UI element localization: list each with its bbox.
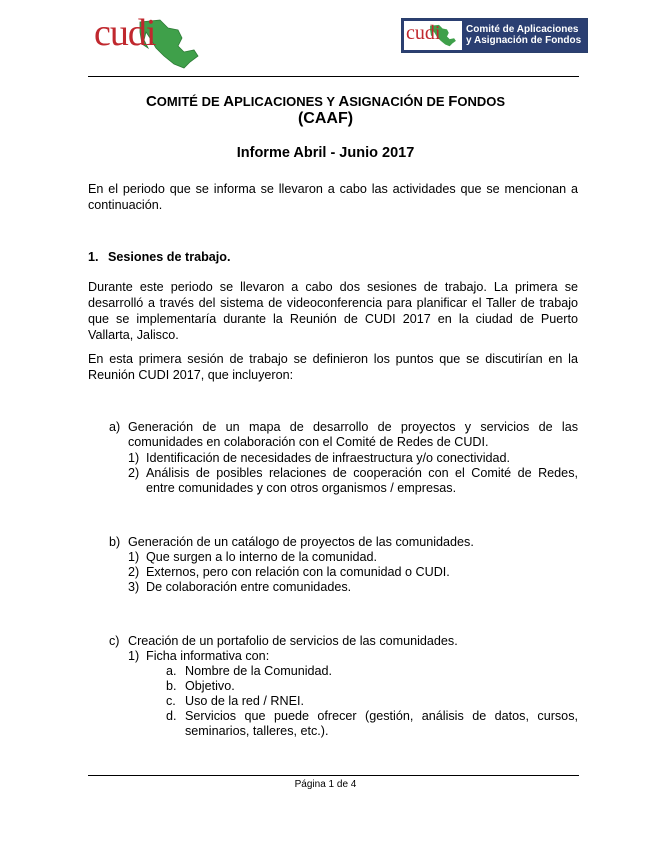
subsub-label: d. xyxy=(166,709,177,723)
intro-paragraph: En el periodo que se informa se llevaron a cabo las actividades que se mencionan a continuación. xyxy=(88,182,578,212)
subsub-label: a. xyxy=(166,664,177,678)
document-title: COMITÉ DE APLICACIONES Y ASIGNACIÓN DE FONDOS xyxy=(145,93,506,110)
subsub-item: Objetivo. xyxy=(185,679,235,693)
sublist-label: 3) xyxy=(128,580,140,594)
section-paragraph-1: Durante este periodo se llevaron a cabo dos sesiones de trabajo. La primera se desarrolló a través del sistema de videoconferencia para planificar el Taller de trabajo que se implementaría durante la Reunión de CUDI 2017 en la ciudad de Puerto Vallarta, Jalisco. xyxy=(88,280,578,342)
page-number: Página 1 de 4 xyxy=(294,779,357,790)
list-label-b: b) xyxy=(109,535,121,549)
document-acronym: (CAAF) xyxy=(297,110,354,127)
caaf-banner-logo xyxy=(401,18,588,53)
banner-line-1: Comité de Aplicaciones xyxy=(466,24,579,35)
sublist-label: 2) xyxy=(128,565,140,579)
sublist-item: Que surgen a lo interno de la comunidad. xyxy=(146,550,378,564)
list-item-a: Generación de un mapa de desarrollo de proyectos y servicios de las comunidades en colaboración con el Comité de Redes de CUDI. xyxy=(128,420,578,449)
banner-text xyxy=(466,24,581,46)
report-period-title: Informe Abril - Junio 2017 xyxy=(236,145,415,161)
header-rule xyxy=(88,76,579,77)
subsub-item: Servicios que puede ofrecer (gestión, análisis de datos, cursos, seminarios, talleres, etc.). xyxy=(185,709,578,738)
subsub-label: c. xyxy=(166,694,176,708)
section-heading: 1. Sesiones de trabajo. xyxy=(88,250,231,264)
cudi-logo xyxy=(92,8,204,72)
sublist-label: 2) xyxy=(128,466,140,480)
sublist-item: Ficha informativa con: xyxy=(146,649,270,663)
list-item-c: Creación de un portafolio de servicios de las comunidades. xyxy=(128,634,458,648)
sublist-item: Externos, pero con relación con la comunidad o CUDI. xyxy=(146,565,450,579)
sublist-label: 1) xyxy=(128,550,140,564)
footer-rule xyxy=(88,775,579,776)
subsub-label: b. xyxy=(166,679,177,693)
subsub-item: Nombre de la Comunidad. xyxy=(185,664,333,678)
cudi-mini-logo-text: cudi xyxy=(406,22,441,44)
cudi-mini-logo xyxy=(404,21,462,50)
list-label-a: a) xyxy=(109,420,121,434)
sublist-label: 1) xyxy=(128,649,140,663)
sublist-item: Identificación de necesidades de infraestructura y/o conectividad. xyxy=(146,451,511,465)
subsub-item: Uso de la red / RNEI. xyxy=(185,694,304,708)
cudi-logo-text: cudi xyxy=(94,12,156,54)
section-paragraph-2: En esta primera sesión de trabajo se definieron los puntos que se discutirían en la Reunión CUDI 2017, que incluyeron: xyxy=(88,352,578,382)
sublist-item: Análisis de posibles relaciones de cooperación con el Comité de Redes, entre comunidades y con otros organismos / empresas. xyxy=(146,466,578,495)
banner-line-2: y Asignación de Fondos xyxy=(466,35,582,46)
list-label-c: c) xyxy=(109,634,120,648)
list-item-b: Generación de un catálogo de proyectos de las comunidades. xyxy=(128,535,474,549)
sublist-item: De colaboración entre comunidades. xyxy=(146,580,352,594)
sublist-label: 1) xyxy=(128,451,140,465)
